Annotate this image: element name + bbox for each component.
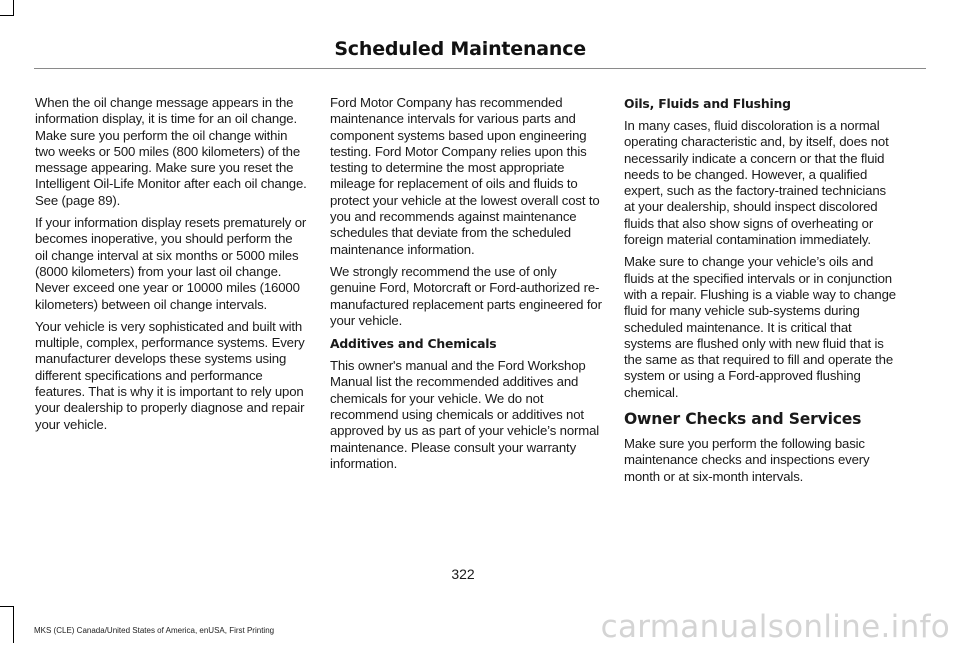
crop-mark (13, 0, 14, 15)
page-number: 322 (451, 566, 475, 582)
paragraph: Make sure to change your vehicle’s oils and fluids at the specified intervals or in conjunction with a repair. Flushing is a viable way to change fluid for many vehicle sub-systems during scheduled maintenance. It is critical that systems are flushed only with new fluid that is the same as that required to fill and operate the system or using a Ford-approved flushing chemical. (624, 254, 896, 400)
section-heading-oils-fluids: Oils, Fluids and Flushing (624, 96, 791, 111)
column-middle (330, 95, 602, 478)
watermark: carmanualsonline.info (600, 609, 950, 645)
crop-mark (0, 606, 14, 607)
paragraph: Your vehicle is very sophisticated and built with multiple, complex, performance systems. Every manufacturer develops these systems using different specifications and performance features. That is why it is important to rely upon your dealership to properly diagnose and repair your vehicle. (35, 318, 305, 432)
title-divider (34, 68, 926, 69)
paragraph: In many cases, fluid discoloration is a normal operating characteristic and, by itself, does not necessarily indicate a concern or that the fluid needs to be changed. However, a qualified expert, such as the factory-trained technicians at your dealership, should inspect discolored fluids that also show signs of overheating or foreign material contamination immediately. (624, 118, 889, 248)
paragraph: This owner's manual and the Ford Workshop Manual list the recommended additives and chemicals for your vehicle. We do not recommend using chemicals or additives not approved by us as part of your vehicle’s normal maintenance. Please consult your warranty information. (330, 358, 600, 471)
section-heading-owner-checks: Owner Checks and Services (624, 410, 862, 429)
page-title: Scheduled Maintenance (334, 38, 586, 60)
section-heading-additives: Additives and Chemicals (330, 336, 497, 352)
paragraph: Ford Motor Company has recommended maintenance intervals for various parts and component systems based upon engineering testing. Ford Motor Company relies upon this testing to determine the most appropriate mileage for replacement of oils and fluids to protect your vehicle at the lowest overall cost to you and recommends against maintenance schedules that deviate from the scheduled maintenance information. (330, 95, 600, 257)
printing-info: MKS (CLE) Canada/United States of America, enUSA, First Printing (34, 626, 275, 635)
column-right (624, 95, 896, 491)
paragraph: We strongly recommend the use of only genuine Ford, Motorcraft or Ford-authorized re-manufactured replacement parts engineered for your vehicle. (330, 263, 602, 328)
crop-mark (0, 15, 14, 16)
column-left (35, 95, 307, 439)
paragraph: Make sure you perform the following basic maintenance checks and inspections every month or at six-month intervals. (624, 436, 870, 484)
crop-mark (13, 606, 14, 643)
paragraph: When the oil change message appears in the information display, it is time for an oil change. Make sure you perform the oil change within two weeks or 500 miles (800 kilometers) of the message appearing. Make sure you reset the Intelligent Oil-Life Monitor after each oil change. See (page 89). (35, 95, 307, 208)
paragraph: If your information display resets prematurely or becomes inoperative, you should perform the oil change interval at six months or 5000 miles (8000 kilometers) from your last oil change. Never exceed one year or 10000 miles (16000 kilometers) between oil change intervals. (35, 215, 307, 312)
